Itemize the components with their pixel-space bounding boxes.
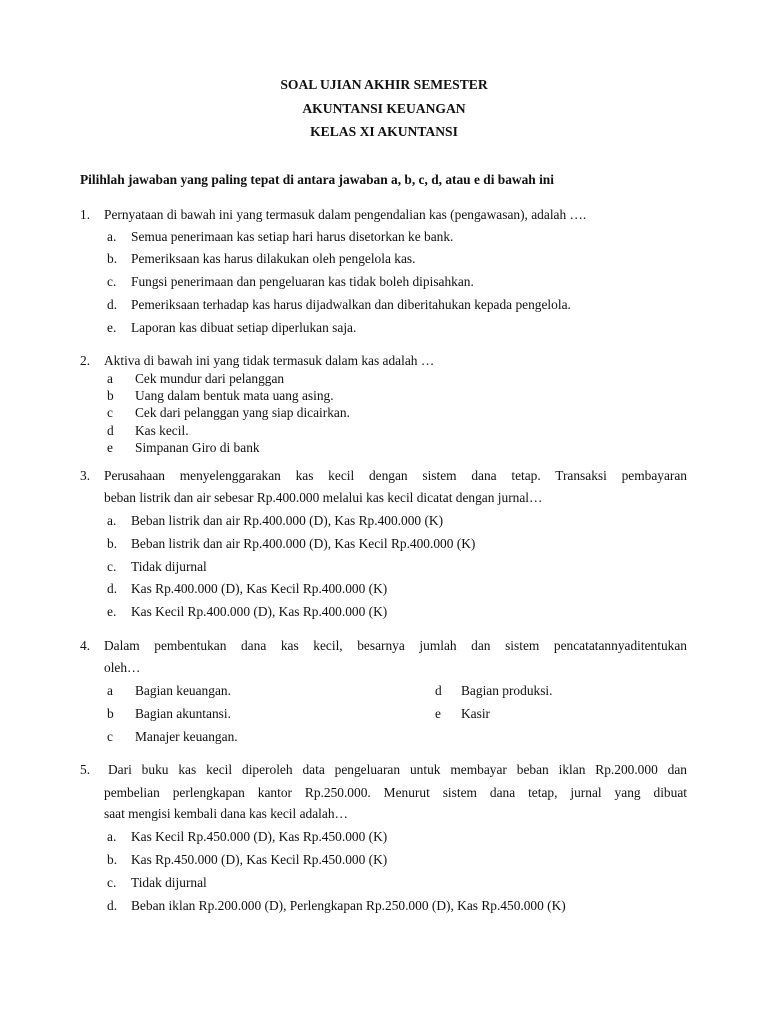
question-text: pembelian perlengkapan kantor Rp.250.000. Menurut sistem dana tetap, jurnal yang dibuat <box>104 785 687 800</box>
question-number: 5. <box>80 762 91 777</box>
option-letter: d. <box>107 581 118 596</box>
option-text: Bagian keuangan. <box>135 683 231 698</box>
option-letter: d. <box>107 898 118 913</box>
option-text: Kas Kecil Rp.400.000 (D), Kas Rp.400.000 (K) <box>131 604 388 619</box>
option-text: Kas kecil. <box>135 423 189 438</box>
option-letter: c. <box>107 274 117 289</box>
class-title: KELAS XI AKUNTANSI <box>310 124 458 139</box>
option-text: Kas Kecil Rp.450.000 (D), Kas Rp.450.000 (K) <box>131 829 388 844</box>
option-letter: c. <box>107 559 117 574</box>
option-text: Tidak dijurnal <box>131 559 207 574</box>
option-text: Manajer keuangan. <box>135 729 238 744</box>
question-text: beban listrik dan air sebesar Rp.400.000 melalui kas kecil dicatat dengan jurnal… <box>104 490 543 505</box>
option-text: Beban listrik dan air Rp.400.000 (D), Kas Kecil Rp.400.000 (K) <box>131 536 476 551</box>
question-text: Perusahaan menyelenggarakan kas kecil dengan sistem dana tetap. Transaksi pembayaran <box>104 468 687 483</box>
option-text: Laporan kas dibuat setiap diperlukan saja. <box>131 320 357 335</box>
option-text: Bagian akuntansi. <box>135 706 231 721</box>
instruction-text: Pilihlah jawaban yang paling tepat di antara jawaban a, b, c, d, atau e di bawah ini <box>80 172 554 187</box>
option-letter: a. <box>107 229 117 244</box>
option-text: Pemeriksaan kas harus dilakukan oleh pengelola kas. <box>131 251 416 266</box>
question-number: 1. <box>80 207 91 222</box>
option-text: Bagian produksi. <box>461 683 553 698</box>
option-text: Simpanan Giro di bank <box>135 440 260 455</box>
option-letter: c <box>107 729 113 744</box>
option-letter: e <box>107 440 113 455</box>
option-letter: d <box>435 683 442 698</box>
option-text: Cek dari pelanggan yang siap dicairkan. <box>135 405 350 420</box>
option-letter: b. <box>107 536 118 551</box>
option-letter: e. <box>107 320 117 335</box>
option-text: Semua penerimaan kas setiap hari harus disetorkan ke bank. <box>131 229 454 244</box>
option-text: Pemeriksaan terhadap kas harus dijadwalkan dan diberitahukan kepada pengelola. <box>131 297 571 312</box>
question-text: Dalam pembentukan dana kas kecil, besarnya jumlah dan sistem pencatatannyaditentukan <box>104 638 687 653</box>
question-number: 3. <box>80 468 91 483</box>
option-letter: c <box>107 405 113 420</box>
option-letter: e. <box>107 604 117 619</box>
question-text: oleh… <box>104 660 141 675</box>
option-letter: c. <box>107 875 117 890</box>
option-letter: a <box>107 683 113 698</box>
subject-title: AKUNTANSI KEUANGAN <box>302 101 466 116</box>
option-text: Kas Rp.400.000 (D), Kas Kecil Rp.400.000 (K) <box>131 581 388 596</box>
option-text: Tidak dijurnal <box>131 875 207 890</box>
question-text: Dari buku kas kecil diperoleh data pengeluaran untuk membayar beban iklan Rp.200.000 dan <box>108 762 687 777</box>
option-text: Uang dalam bentuk mata uang asing. <box>135 388 334 403</box>
option-letter: b. <box>107 251 118 266</box>
option-text: Beban listrik dan air Rp.400.000 (D), Kas Rp.400.000 (K) <box>131 513 444 528</box>
question-number: 4. <box>80 638 91 653</box>
exam-title: SOAL UJIAN AKHIR SEMESTER <box>280 77 488 92</box>
question-text: Pernyataan di bawah ini yang termasuk dalam pengendalian kas (pengawasan), adalah …. <box>104 207 587 222</box>
option-text: Fungsi penerimaan dan pengeluaran kas tidak boleh dipisahkan. <box>131 274 474 289</box>
option-text: Beban iklan Rp.200.000 (D), Perlengkapan Rp.250.000 (D), Kas Rp.450.000 (K) <box>131 898 566 913</box>
option-letter: b <box>107 706 114 721</box>
option-text: Cek mundur dari pelanggan <box>135 371 285 386</box>
option-letter: e <box>435 706 441 721</box>
question-text: Aktiva di bawah ini yang tidak termasuk dalam kas adalah … <box>104 353 435 368</box>
option-letter: a. <box>107 513 117 528</box>
option-letter: d. <box>107 297 118 312</box>
option-letter: b. <box>107 852 118 867</box>
question-text: saat mengisi kembali dana kas kecil adalah… <box>104 806 348 821</box>
option-letter: b <box>107 388 114 403</box>
option-letter: a. <box>107 829 117 844</box>
question-number: 2. <box>80 353 91 368</box>
option-text: Kasir <box>461 706 491 721</box>
option-letter: a <box>107 371 113 386</box>
option-text: Kas Rp.450.000 (D), Kas Kecil Rp.450.000 (K) <box>131 852 388 867</box>
option-letter: d <box>107 423 114 438</box>
